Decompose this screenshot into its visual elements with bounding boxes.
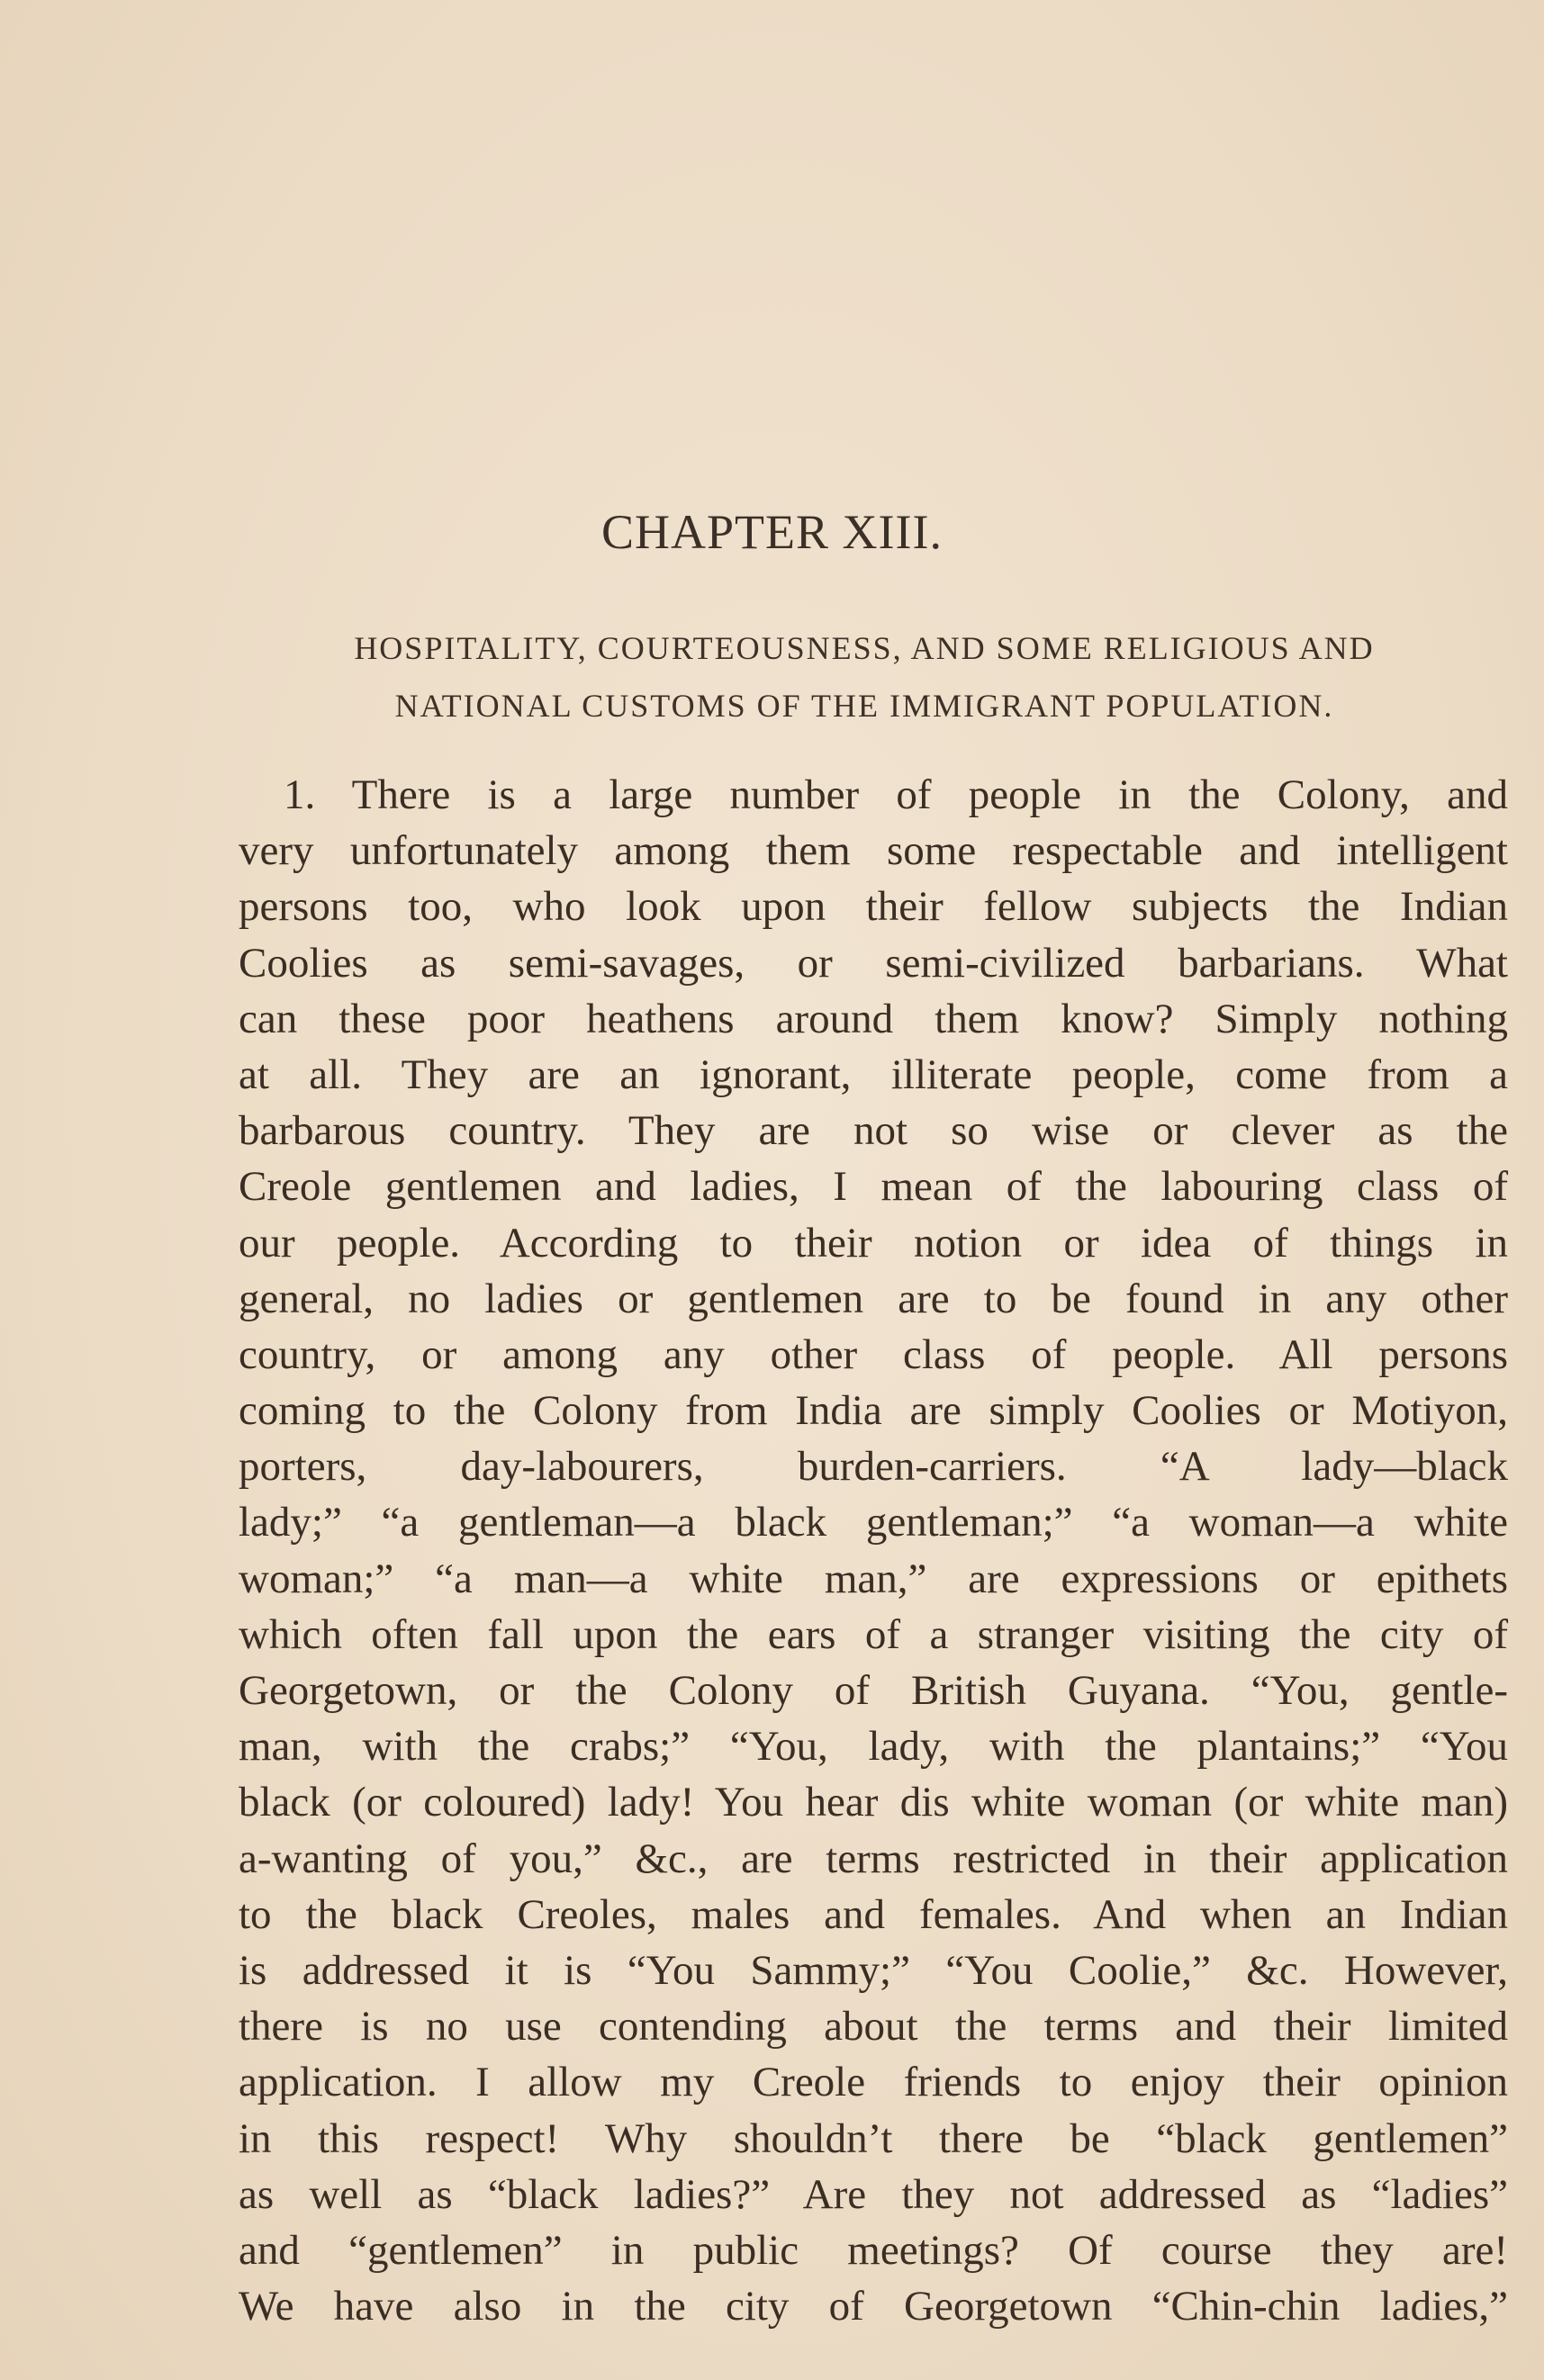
text-line: which often fall upon the ears of a stranger visiting the city of bbox=[239, 1610, 1508, 1658]
chapter-title: CHAPTER XIII. bbox=[601, 505, 943, 559]
text-line: black (or coloured) lady! You hear dis white woman (or white man) bbox=[239, 1779, 1508, 1826]
text-line: lady;” “a gentleman—a black gentleman;” “a woman—a white bbox=[239, 1499, 1508, 1546]
text-line: Coolies as semi-savages, or semi-civilized barbarians. What bbox=[239, 939, 1508, 987]
text-line: in this respect! Why shouldn’t there be “black gentlemen” bbox=[239, 2114, 1508, 2162]
text-line: porters, day-labourers, burden-carriers. “A lady—black bbox=[239, 1443, 1508, 1491]
text-line: 1. There is a large number of people in the Colony, and bbox=[284, 771, 1508, 818]
text-line: very unfortunately among them some respectable and intelligent bbox=[239, 827, 1508, 875]
text-line: as well as “black ladies?” Are they not addressed as “ladies” bbox=[239, 2170, 1508, 2218]
text-line: woman;” “a man—a white man,” are expressions or epithets bbox=[239, 1555, 1508, 1602]
text-line: and “gentlemen” in public meetings? Of course they are! bbox=[239, 2226, 1508, 2274]
text-line: Creole gentlemen and ladies, I mean of the labouring class of bbox=[239, 1163, 1508, 1211]
text-line: can these poor heathens around them know? Simply nothing bbox=[239, 995, 1508, 1042]
text-line: application. I allow my Creole friends to enjoy their opinion bbox=[239, 2059, 1508, 2106]
body-paragraph bbox=[239, 767, 1508, 2334]
text-line: Georgetown, or the Colony of British Guyana. “You, gentle- bbox=[239, 1667, 1508, 1714]
text-line: our people. According to their notion or idea of things in bbox=[239, 1219, 1508, 1267]
chapter-subtitle bbox=[234, 619, 1494, 735]
text-line: coming to the Colony from India are simply Coolies or Motiyon, bbox=[239, 1387, 1508, 1435]
text-line: man, with the crabs;” “You, lady, with the plantains;” “You bbox=[239, 1723, 1508, 1771]
subtitle-line: HOSPITALITY, COURTEOUSNESS, AND SOME RELIGIOUS AND bbox=[354, 630, 1375, 666]
text-line: We have also in the city of Georgetown “Chin-chin ladies,” bbox=[239, 2283, 1508, 2330]
text-line: persons too, who look upon their fellow subjects the Indian bbox=[239, 883, 1508, 931]
text-line: barbarous country. They are not so wise or clever as the bbox=[239, 1107, 1508, 1155]
text-line: to the black Creoles, males and females. And when an Indian bbox=[239, 1890, 1508, 1938]
text-line: at all. They are an ignorant, illiterate people, come from a bbox=[239, 1050, 1508, 1098]
text-line: is addressed it is “You Sammy;” “You Coolie,” &c. However, bbox=[239, 1946, 1508, 1994]
text-line: a-wanting of you,” &c., are terms restricted in their application bbox=[239, 1835, 1508, 1882]
subtitle-line: NATIONAL CUSTOMS OF THE IMMIGRANT POPULATION. bbox=[394, 688, 1334, 724]
text-line: there is no use contending about the terms and their limited bbox=[239, 2003, 1508, 2051]
text-line: general, no ladies or gentlemen are to be found in any other bbox=[239, 1275, 1508, 1322]
text-line: country, or among any other class of people. All persons bbox=[239, 1330, 1508, 1378]
